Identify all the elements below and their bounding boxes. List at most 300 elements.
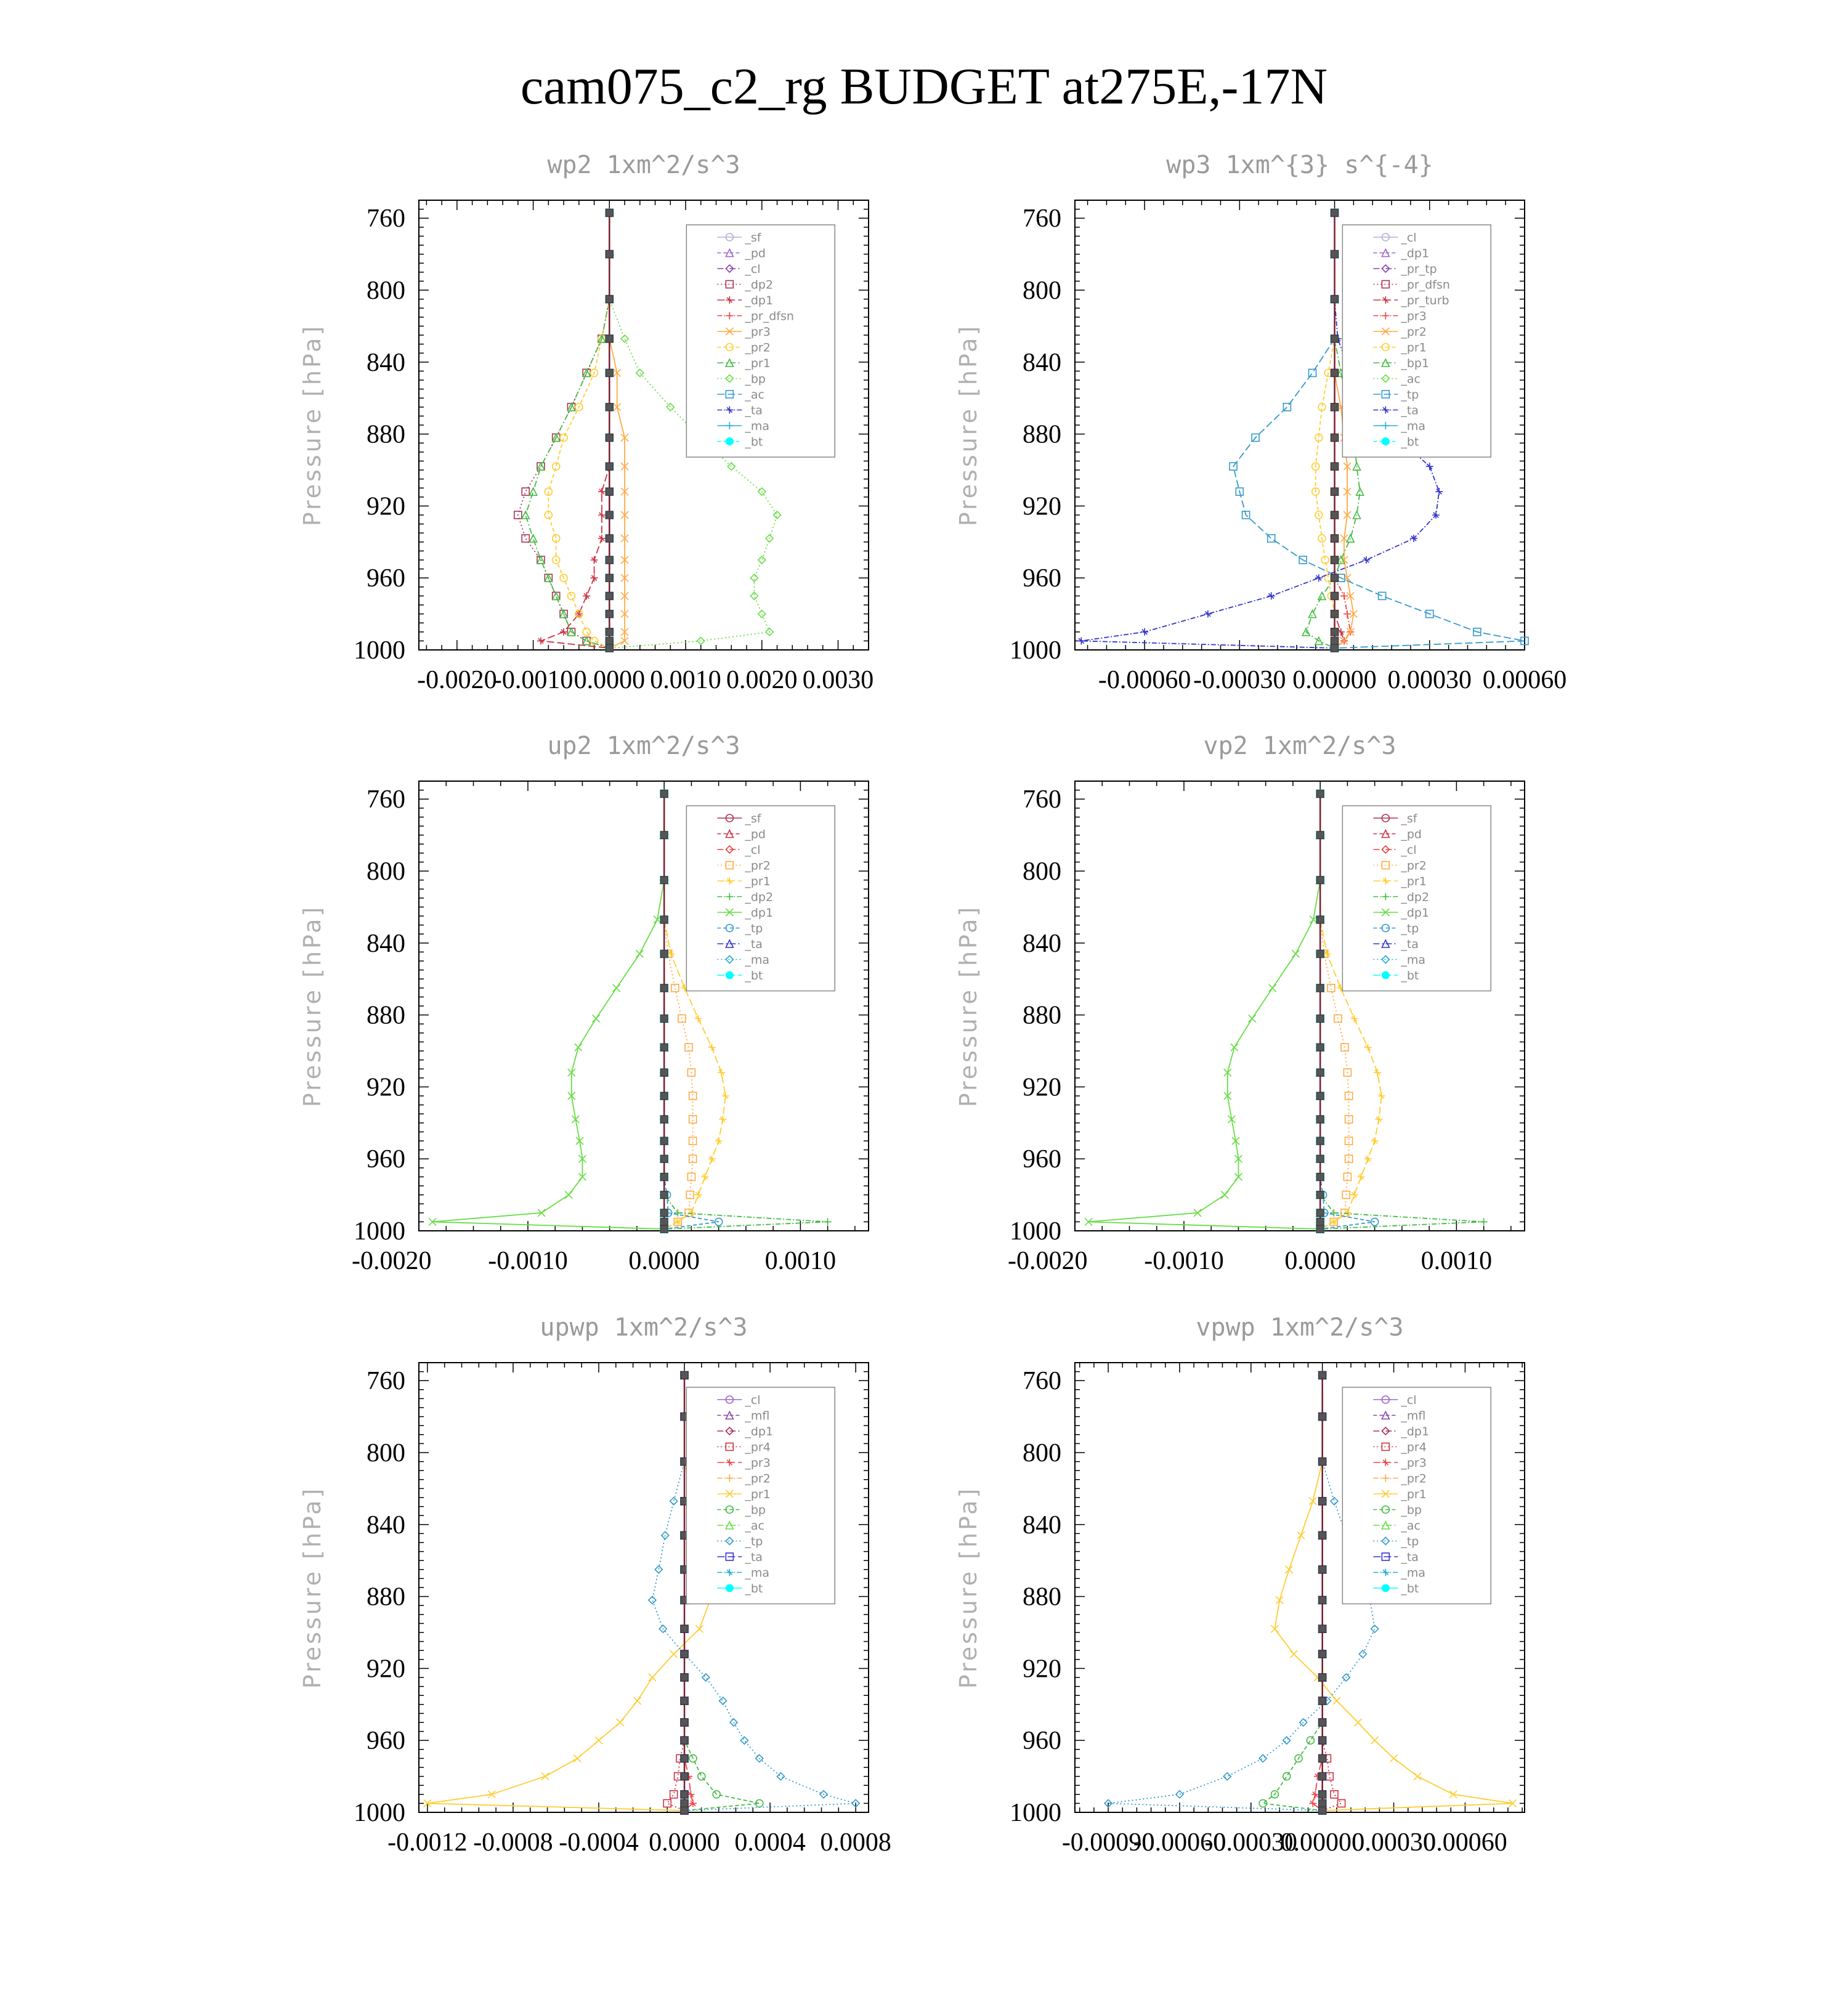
legend-label: _pr4: [745, 1440, 771, 1454]
x-tick-label: 0.0030: [802, 666, 874, 694]
data-point: [598, 511, 606, 519]
x-tick-label: -0.00060: [1133, 1828, 1226, 1857]
y-tick-label: 800: [367, 277, 405, 305]
y-tick-label: 800: [1023, 277, 1061, 305]
data-point: [1269, 984, 1276, 992]
legend-label: _tp: [1401, 922, 1419, 936]
legend-label: _dp2: [745, 890, 774, 904]
legend-label: _bp: [1401, 1503, 1422, 1517]
legend-label: _pr2: [1401, 325, 1427, 339]
legend-label: _ma: [745, 1566, 770, 1580]
data-point: [1223, 1773, 1231, 1780]
legend-label: _pr2: [745, 859, 771, 873]
legend-label: _pr_turb: [1401, 294, 1449, 307]
legend-label: _dp1: [1401, 1425, 1430, 1438]
data-point: [1343, 610, 1351, 618]
data-point: [774, 511, 781, 519]
x-tick-label: -0.00030: [1204, 1828, 1298, 1857]
series-line: [1316, 213, 1335, 648]
y-tick-label: 760: [1023, 785, 1061, 814]
data-point: [695, 1625, 703, 1632]
data-point: [1283, 1737, 1291, 1744]
data-point: [1355, 1719, 1362, 1726]
legend-marker: [726, 438, 733, 445]
x-tick-label: -0.0008: [473, 1828, 553, 1857]
zero-marker: [1319, 1719, 1326, 1726]
zero-marker: [1319, 1371, 1326, 1379]
zero-marker: [660, 877, 668, 884]
data-point: [1358, 1173, 1365, 1180]
y-tick-label: 840: [1023, 929, 1061, 958]
zero-marker: [606, 209, 613, 216]
series-line: [518, 213, 610, 648]
panel-title-upwp: upwp 1xm^2/s^3: [540, 1313, 748, 1342]
x-tick-label: 0.00030: [1387, 666, 1472, 694]
y-tick-label: 920: [1023, 1073, 1061, 1102]
zero-marker: [606, 610, 613, 618]
legend-label: _ma: [745, 953, 770, 967]
zero-marker: [1331, 488, 1339, 495]
series-line: [1323, 1375, 1342, 1811]
zero-marker: [660, 916, 668, 923]
data-point: [583, 628, 590, 636]
zero-marker: [1316, 1155, 1324, 1162]
zero-marker: [1316, 790, 1324, 797]
zero-marker: [1331, 209, 1339, 216]
data-point: [1204, 610, 1212, 618]
data-point: [740, 1737, 748, 1744]
zero-marker: [660, 950, 668, 957]
data-point: [567, 592, 575, 599]
data-point: [1480, 1218, 1488, 1225]
data-point: [1286, 1566, 1293, 1573]
legend-label: _cl: [1401, 1393, 1417, 1407]
legend-label: _sf: [1401, 812, 1417, 825]
zero-marker: [1319, 1799, 1326, 1807]
zero-marker: [1319, 1807, 1326, 1814]
zero-marker: [1331, 637, 1339, 644]
legend-label: _pr3: [1401, 309, 1427, 323]
y-tick-label: 1000: [1010, 1217, 1061, 1246]
legend-label: _pd: [745, 827, 766, 841]
data-point: [758, 610, 766, 618]
panel-title-wp3: wp3 1xm^{3} s^{-4}: [1166, 151, 1433, 179]
data-point: [663, 1799, 671, 1807]
data-point: [593, 1015, 600, 1022]
y-tick-label: 1000: [354, 636, 405, 665]
data-point: [1347, 535, 1354, 542]
x-tick-label: -0.0020: [1008, 1247, 1088, 1275]
legend-label: _tp: [745, 922, 763, 936]
zero-marker: [1316, 916, 1324, 923]
legend-label: _pr1: [745, 875, 771, 888]
legend-label: _sf: [745, 812, 761, 825]
y-tick-label: 960: [1023, 1145, 1061, 1174]
y-tick-label: 800: [367, 858, 405, 886]
zero-marker: [681, 1650, 688, 1658]
data-point: [1338, 1799, 1345, 1807]
zero-marker: [660, 1155, 668, 1162]
zero-marker: [1316, 1069, 1324, 1076]
y-tick-label: 960: [367, 1727, 405, 1756]
zero-marker: [1331, 434, 1339, 441]
y-tick-label: 880: [1023, 1001, 1061, 1030]
data-point: [1283, 1773, 1291, 1780]
data-point: [583, 592, 590, 599]
y-tick-label: 1000: [354, 1217, 405, 1246]
data-point: [553, 592, 560, 599]
legend-label: _bt: [1401, 435, 1419, 449]
legend-label: _ta: [745, 403, 763, 418]
data-point: [575, 1044, 582, 1051]
zero-marker: [660, 1137, 668, 1145]
data-point: [1297, 1531, 1305, 1539]
data-point: [613, 984, 620, 992]
zero-marker: [1331, 592, 1339, 599]
data-point: [583, 637, 590, 644]
zero-marker: [1331, 574, 1339, 582]
x-tick-label: 0.00060: [1482, 666, 1567, 694]
zero-marker: [1319, 1737, 1326, 1744]
x-tick-label: 0.00000: [1292, 666, 1377, 694]
zero-marker: [1316, 1191, 1324, 1199]
x-tick-label: 0.0004: [734, 1828, 806, 1857]
data-point: [1363, 556, 1370, 564]
legend-label: _pr_dfsn: [1401, 278, 1450, 292]
x-tick-label: -0.0020: [352, 1247, 432, 1275]
data-point: [1343, 1209, 1351, 1217]
panel-title-vpwp: vpwp 1xm^2/s^3: [1196, 1313, 1404, 1342]
zero-marker: [660, 1218, 668, 1225]
legend-label: _pr1: [745, 357, 771, 370]
data-point: [687, 1209, 695, 1217]
data-point: [1364, 1044, 1372, 1051]
chart-upwp: [277, 1350, 918, 1991]
y-tick-label: 920: [367, 1073, 405, 1102]
legend-label: _pd: [1401, 827, 1422, 841]
data-point: [573, 1754, 581, 1762]
series-line: [1313, 1375, 1323, 1811]
data-point: [824, 1218, 832, 1225]
data-point: [1309, 1498, 1316, 1505]
x-tick-label: 0.00030: [1352, 1828, 1436, 1857]
data-point: [750, 574, 758, 582]
zero-marker: [1319, 1596, 1326, 1604]
x-tick-label: 0.0000: [649, 1828, 720, 1857]
y-tick-label: 1000: [1010, 636, 1061, 665]
y-tick-label: 960: [367, 564, 405, 593]
zero-marker: [681, 1807, 688, 1814]
data-point: [583, 637, 590, 644]
zero-marker: [1331, 251, 1339, 258]
zero-marker: [1316, 1092, 1324, 1100]
data-point: [1292, 950, 1299, 957]
y-tick-label: 920: [367, 492, 405, 521]
data-point: [591, 556, 598, 564]
data-point: [1374, 1069, 1381, 1076]
legend-label: _bt: [1401, 969, 1419, 983]
legend-marker: [1382, 438, 1389, 445]
legend-label: _bt: [745, 1582, 763, 1596]
zero-marker: [1331, 628, 1339, 636]
data-point: [621, 335, 628, 343]
data-point: [1330, 1218, 1337, 1225]
zero-marker: [1331, 463, 1339, 470]
data-point: [1259, 1754, 1266, 1762]
zero-marker: [660, 1069, 668, 1076]
data-point: [636, 950, 643, 957]
data-point: [1371, 1137, 1379, 1145]
y-axis-label: Pressure [hPa]: [299, 1486, 326, 1689]
data-point: [1371, 1737, 1379, 1744]
data-point: [1290, 1650, 1297, 1658]
y-tick-label: 880: [1023, 1583, 1061, 1612]
zero-marker: [606, 511, 613, 519]
data-point: [1318, 592, 1326, 599]
data-point: [708, 1044, 716, 1051]
zero-marker: [1319, 1566, 1326, 1573]
zero-marker: [606, 637, 613, 644]
zero-marker: [681, 1371, 688, 1379]
zero-marker: [606, 463, 613, 470]
x-tick-label: -0.0012: [387, 1828, 468, 1857]
zero-marker: [606, 403, 613, 411]
data-point: [522, 511, 529, 519]
series-line: [1263, 1375, 1323, 1811]
zero-marker: [1331, 296, 1339, 303]
data-point: [670, 1650, 678, 1658]
series-line: [541, 213, 609, 648]
y-tick-label: 880: [1023, 420, 1061, 449]
data-point: [1077, 637, 1085, 644]
zero-marker: [1319, 1498, 1326, 1505]
panel-title-vp2: vp2 1xm^2/s^3: [1203, 732, 1396, 760]
data-point: [553, 592, 560, 599]
data-point: [649, 1674, 656, 1681]
data-point: [1345, 1137, 1353, 1145]
page-title: cam075_c2_rg BUDGET at275E,-17N: [520, 58, 1328, 115]
legend-label: _cl: [1401, 231, 1417, 245]
legend-label: _ac: [1401, 372, 1420, 386]
legend-label: _ac: [745, 1519, 764, 1533]
data-point: [560, 628, 567, 636]
zero-marker: [681, 1737, 688, 1744]
zero-marker: [1316, 950, 1324, 957]
y-tick-label: 1000: [1010, 1799, 1061, 1827]
zero-marker: [660, 984, 668, 992]
y-tick-label: 840: [367, 929, 405, 958]
data-point: [1309, 1799, 1316, 1807]
legend-label: _pd: [745, 246, 766, 261]
y-tick-label: 760: [367, 205, 405, 233]
zero-marker: [606, 628, 613, 636]
zero-marker: [681, 1697, 688, 1705]
data-point: [750, 592, 758, 599]
zero-marker: [606, 535, 613, 542]
legend-label: _cl: [745, 262, 761, 276]
legend-label: _pr_dfsn: [745, 309, 794, 323]
legend-label: _pr2: [1401, 1472, 1427, 1486]
legend-label: _ta: [1401, 403, 1419, 418]
data-point: [727, 463, 735, 470]
x-tick-label: -0.00030: [1193, 666, 1286, 694]
legend-label: _cl: [745, 843, 761, 857]
zero-marker: [660, 1015, 668, 1022]
legend-label: _ta: [745, 938, 763, 951]
data-point: [598, 535, 606, 542]
legend-label: _ma: [745, 420, 770, 433]
legend-label: _ta: [745, 1551, 763, 1564]
data-point: [694, 1015, 702, 1022]
zero-marker: [660, 790, 668, 797]
legend-label: _pr3: [1401, 1456, 1427, 1470]
x-tick-label: -0.0010: [488, 1247, 568, 1275]
zero-marker: [1319, 1625, 1326, 1632]
y-tick-label: 800: [367, 1439, 405, 1467]
data-point: [1350, 1191, 1358, 1199]
zero-marker: [1331, 369, 1339, 376]
y-tick-label: 760: [367, 785, 405, 814]
legend-label: _dp1: [745, 1425, 774, 1438]
y-tick-label: 800: [1023, 1439, 1061, 1467]
data-point: [1426, 463, 1433, 470]
legend-label: _dp2: [745, 278, 774, 292]
zero-marker: [606, 574, 613, 582]
data-point: [530, 488, 537, 495]
zero-marker: [1319, 1413, 1326, 1421]
x-tick-label: -0.00090: [1061, 1828, 1155, 1857]
zero-marker: [1316, 1116, 1324, 1123]
x-tick-label: -0.0010: [1144, 1247, 1224, 1275]
zero-marker: [660, 832, 668, 839]
legend-label: _bp: [745, 1503, 766, 1517]
legend-label: _dp1: [1401, 246, 1430, 261]
y-tick-label: 760: [1023, 1367, 1061, 1396]
data-point: [1414, 1773, 1421, 1780]
zero-marker: [606, 251, 613, 258]
zero-marker: [660, 1044, 668, 1051]
data-point: [777, 1773, 784, 1780]
data-point: [537, 637, 545, 644]
legend-label: _pr_tp: [1401, 262, 1437, 276]
legend-label: _ma: [1401, 420, 1426, 433]
zero-marker: [1331, 403, 1339, 411]
zero-marker: [606, 296, 613, 303]
zero-marker: [1331, 335, 1339, 343]
legend-label: _pr3: [745, 325, 771, 339]
legend-label: _ma: [1401, 953, 1426, 967]
legend-label: _bt: [745, 969, 763, 983]
data-point: [1315, 574, 1323, 582]
y-tick-label: 760: [1023, 205, 1061, 233]
x-tick-label: 0.0010: [764, 1247, 837, 1275]
data-point: [553, 463, 560, 470]
data-point: [634, 1697, 641, 1705]
zero-marker: [606, 644, 613, 652]
data-point: [1307, 1737, 1314, 1744]
series-line: [667, 1375, 684, 1811]
zero-marker: [681, 1773, 688, 1780]
zero-marker: [681, 1674, 688, 1681]
legend-label: _bp: [745, 372, 766, 386]
data-point: [718, 1069, 725, 1076]
zero-marker: [1319, 1791, 1326, 1798]
data-point: [560, 610, 567, 618]
data-point: [1333, 1697, 1340, 1705]
data-point: [530, 535, 537, 542]
data-point: [591, 574, 598, 582]
zero-marker: [681, 1799, 688, 1807]
data-point: [1359, 1650, 1366, 1658]
data-point: [667, 403, 674, 411]
y-tick-label: 920: [367, 1655, 405, 1684]
y-tick-label: 840: [367, 1510, 405, 1539]
panel-title-wp2: wp2 1xm^2/s^3: [547, 151, 740, 179]
y-axis-label: Pressure [hPa]: [299, 323, 326, 527]
data-point: [522, 535, 529, 542]
y-tick-label: 880: [367, 420, 405, 449]
legend-label: _bt: [745, 435, 763, 449]
y-tick-label: 880: [367, 1583, 405, 1612]
x-tick-label: -0.00060: [1098, 666, 1191, 694]
y-tick-label: 880: [367, 1001, 405, 1030]
zero-marker: [660, 1092, 668, 1100]
data-point: [702, 1173, 709, 1180]
zero-marker: [660, 1116, 668, 1123]
data-point: [565, 1191, 572, 1199]
legend-marker: [1382, 971, 1389, 979]
legend-label: _pr1: [1401, 875, 1427, 888]
x-tick-label: 0.0000: [573, 666, 646, 694]
x-tick-label: 0.0020: [726, 666, 798, 694]
zero-marker: [606, 335, 613, 343]
y-tick-label: 960: [1023, 1727, 1061, 1756]
legend-label: _dp1: [1401, 906, 1430, 920]
zero-marker: [1319, 1674, 1326, 1681]
x-tick-label: 0.0008: [820, 1828, 891, 1857]
legend-label: _pr1: [1401, 341, 1427, 355]
zero-marker: [1316, 1225, 1324, 1233]
zero-marker: [606, 369, 613, 376]
zero-marker: [606, 556, 613, 564]
series-line: [428, 1375, 710, 1811]
data-point: [662, 1531, 669, 1539]
legend-label: _pr1: [1401, 1488, 1427, 1501]
zero-marker: [1331, 535, 1339, 542]
zero-marker: [660, 1209, 668, 1217]
data-point: [560, 434, 567, 441]
y-tick-label: 840: [1023, 1510, 1061, 1539]
legend-label: _sf: [745, 231, 761, 245]
legend-label: _dp1: [745, 906, 774, 920]
x-tick-label: 0.0010: [650, 666, 721, 694]
data-point: [1331, 1498, 1338, 1505]
x-tick-label: 0.00000: [1280, 1828, 1364, 1857]
data-point: [674, 1218, 681, 1225]
series-line: [548, 213, 609, 648]
zero-marker: [681, 1625, 688, 1632]
x-tick-label: 0.0010: [1420, 1247, 1493, 1275]
legend-label: _pr2: [745, 1472, 771, 1486]
data-point: [1311, 1791, 1319, 1798]
legend-label: _ta: [1401, 938, 1419, 951]
x-tick-label: -0.0010: [493, 666, 573, 694]
legend-label: _ac: [745, 388, 764, 402]
data-point: [1331, 1791, 1338, 1798]
zero-marker: [1316, 1015, 1324, 1022]
legend-label: _tp: [745, 1535, 763, 1549]
data-point: [670, 1791, 678, 1798]
